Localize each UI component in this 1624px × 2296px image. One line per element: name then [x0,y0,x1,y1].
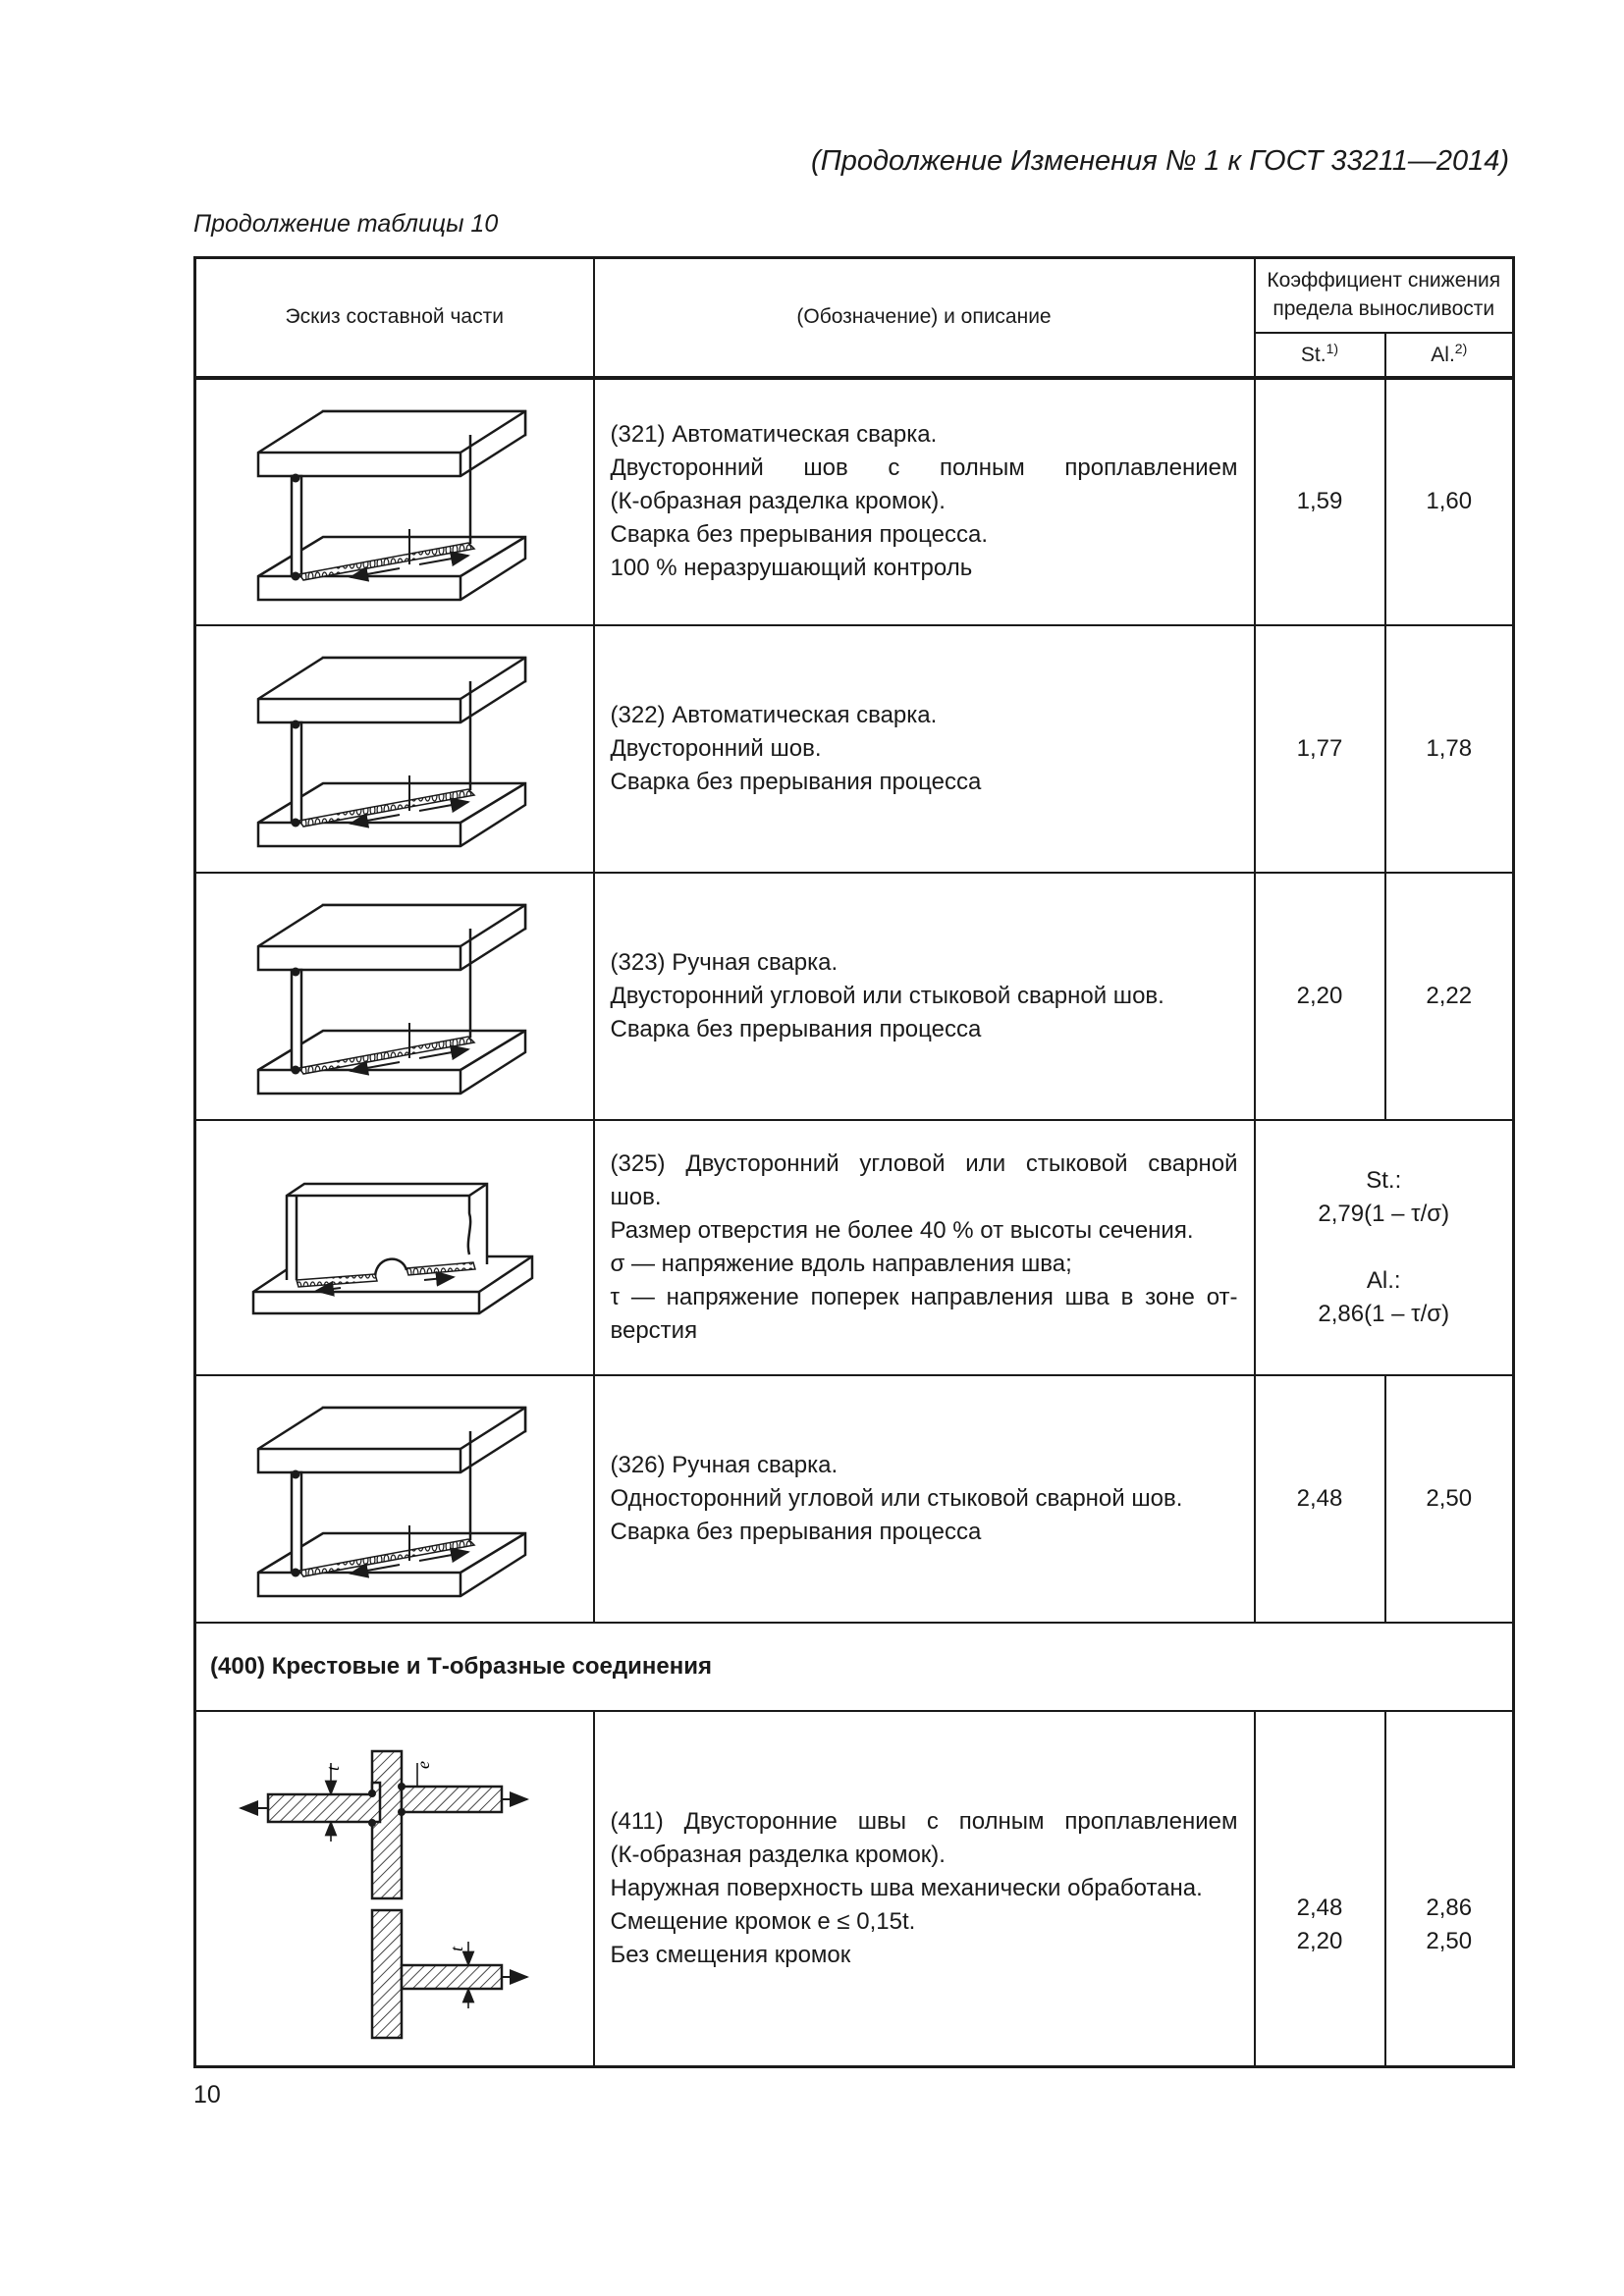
table-row [195,625,1514,873]
value-st-321: 1,59 [1255,378,1385,625]
st-formula: 2,79(1 – τ/σ) [1318,1200,1450,1227]
sketch-326 [195,1375,594,1623]
page-number: 10 [193,2081,221,2109]
table-header-row [195,258,1514,333]
value-st-326: 2,48 [1255,1375,1385,1623]
sketch-411 [195,1711,594,2067]
sketch-321 [195,378,594,625]
value-st-411: 2,48 2,20 [1255,1711,1385,2067]
value-al-411: 2,86 2,50 [1385,1711,1514,2067]
description-323: (323) Ручная сварка. Двусторонний угловой или стыковой сварной шов. Сварка без прерывания процесса [594,873,1255,1120]
col-header-description: (Обозначение) и описание [594,258,1255,378]
description-411: (411) Двусторонние швы с полным проплавлением (К-образная разделка кромок). Наружная поверхность шва механически обработана. Смещение кромок e ≤ 0,15t. Без смещения кромок [594,1711,1255,2067]
table-row [195,378,1514,625]
table-row [195,1375,1514,1623]
col-header-coefficient: Коэффициент снижения предела выносливости [1255,258,1514,333]
al-formula: 2,86(1 – τ/σ) [1318,1300,1450,1327]
table-row [195,873,1514,1120]
cruciform-joint-drawing [233,1724,557,2048]
value-formula-325 [1255,1120,1514,1375]
value-st-323: 2,20 [1255,873,1385,1120]
section-heading-400: (400) Крестовые и Т-образные соединения [195,1623,1514,1711]
description-322: (322) Автоматическая сварка. Двусторонний шов. Сварка без прерывания процесса [594,625,1255,873]
description-321: (321) Автоматическая сварка. Двусторонний шов с полным проплавлением (К-образная разделка кромок). Сварка без прерывания процесса. 100 % неразрушающий контроль [594,378,1255,625]
section-row [195,1623,1514,1711]
dimension-label-t-lower: t [446,1947,466,1952]
description-325: (325) Двусторонний угловой или стыковой сварной шов. Размер отверстия не более 40 % от высоты сечения. σ — напряжение вдоль направления шва; τ — напряжение поперек направления шва в зоне от- верстия [594,1120,1255,1375]
col-header-al: Al.$^{2)}$ [1385,333,1514,378]
value-al-322: 1,78 [1385,625,1514,873]
table-caption: Продолжение таблицы 10 [193,210,499,238]
col-header-st: St.$^{1)}$ [1255,333,1385,378]
description-326: (326) Ручная сварка. Односторонний угловой или стыковой сварной шов. Сварка без прерывания процесса [594,1375,1255,1623]
value-al-323: 2,22 [1385,873,1514,1120]
dimension-label-e: e [412,1761,433,1770]
plate-hole-weld-drawing [247,1156,542,1333]
value-st-322: 1,77 [1255,625,1385,873]
ibeam-weld-drawing [252,1388,537,1604]
value-al-321: 1,60 [1385,378,1514,625]
al-label: Al.: [1366,1266,1401,1294]
ibeam-weld-drawing [252,638,537,854]
col-header-sketch: Эскиз составной части [195,258,594,378]
table-row [195,1711,1514,2067]
continuation-header: (Продолжение Изменения № 1 к ГОСТ 33211—2014) [811,145,1509,177]
value-al-326: 2,50 [1385,1375,1514,1623]
fatigue-coefficient-table [193,256,1515,2068]
ibeam-weld-drawing [252,392,537,608]
dimension-label-t: t [322,1766,343,1772]
st-label: St.: [1366,1166,1402,1194]
table-row [195,1120,1514,1375]
sketch-323 [195,873,594,1120]
ibeam-weld-drawing [252,885,537,1101]
sketch-325 [195,1120,594,1375]
sketch-322 [195,625,594,873]
